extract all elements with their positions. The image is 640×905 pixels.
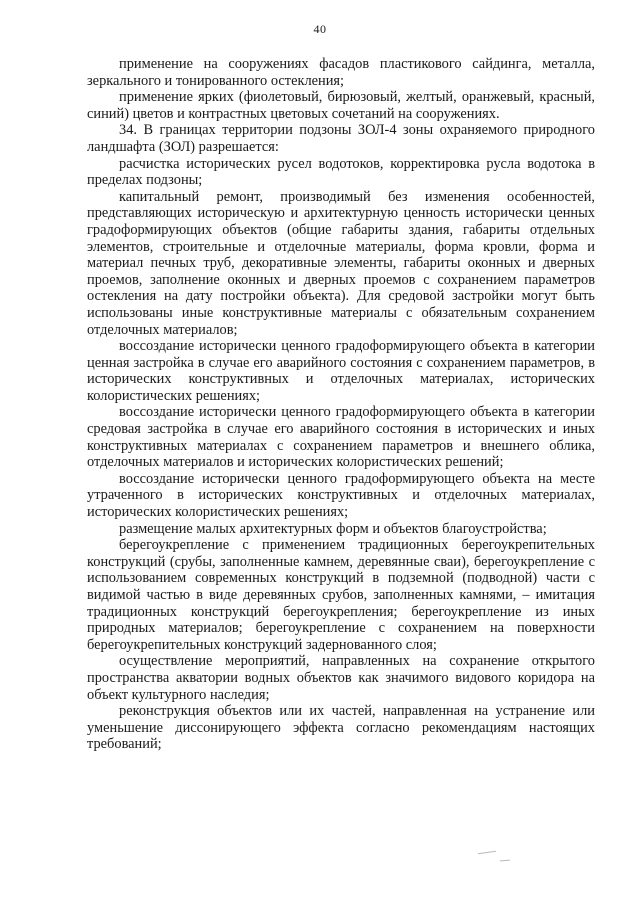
paragraph-bright-colors: применение ярких (фиолетовый, бирюзовый, желтый, оранжевый, красный, синий) цветов и контрастных цветовых сочетаний на сооружениях. <box>87 89 595 122</box>
paragraph-reconstruction-valuable: воссоздание исторически ценного градоформирующего объекта в категории ценная застройка в случае его аварийного состояния с сохранением параметров, в исторических конструктивных и отделочных материалах, исторических колористических решениях; <box>87 338 595 404</box>
page-number: 40 <box>313 22 327 36</box>
paragraph-watercourse-cleaning: расчистка исторических русел водотоков, корректировка русла водотока в пределах подзоны; <box>87 155 595 189</box>
scan-mark <box>478 851 496 854</box>
paragraph-facade-materials: применение на сооружениях фасадов пластикового сайдинга, металла, зеркального и тонированного остекления; <box>87 56 595 89</box>
document-body <box>87 56 595 753</box>
scan-mark <box>500 860 510 862</box>
paragraph-section-34: 34. В границах территории подзоны ЗОЛ-4 зоны охраняемого природного ландшафта (ЗОЛ) разрешается: <box>87 122 595 155</box>
paragraph-reconstruction-environmental: воссоздание исторически ценного градоформирующего объекта в категории средовая застройка в случае его аварийного состояния в исторических и иных конструктивных материалах с сохранением параметров и внешнего облика, отделочных материалов и исторических колористических решений; <box>87 404 595 471</box>
paragraph-bank-protection: берегоукрепление с применением традиционных берегоукрепительных конструкций (срубы, заполненные камнем, деревянные сваи), берегоукрепление с использованием современных конструкций в подземной (подводной) части с видимой частью в виде деревянных срубов, заполненных камнями, – имитация традиционных конструкций берегоукрепления; берегоукрепление из иных природных материалов; берегоукрепление с сохранением на поверхности берегоукрепительных конструкций задернованного слоя; <box>87 537 595 653</box>
paragraph-small-forms: размещение малых архитектурных форм и объектов благоустройства; <box>119 520 547 537</box>
paragraph-reconstruction-lost: воссоздание исторически ценного градоформирующего объекта на месте утраченного в исторических конструктивных и отделочных материалах, исторических колористических решениях; <box>87 470 595 521</box>
paragraph-capital-repair: капитальный ремонт, производимый без изменения особенностей, представляющих историческую и архитектурную ценность исторически ценных градоформирующих объектов (общие габариты здания, габариты отдельных элементов, строительные и отделочные материалы, форма кровли, форма и материал печных труб, декоративные элементы, габариты оконных и дверных проемов, заполнение оконных и дверных проемов с сохранением параметров остекления на дату постройки объекта). Для средовой застройки могут быть использованы иные конструктивные материалы с обязательным сохранением отделочных материалов; <box>87 188 595 338</box>
paragraph-dissonance-reduction: реконструкция объектов или их частей, направленная на устранение или уменьшение диссонирующего эффекта согласно рекомендациям настоящих требований; <box>87 703 595 753</box>
paragraph-open-space: осуществление мероприятий, направленных на сохранение открытого пространства акватории водных объектов как значимого видового коридора на объект культурного наследия; <box>87 653 595 703</box>
